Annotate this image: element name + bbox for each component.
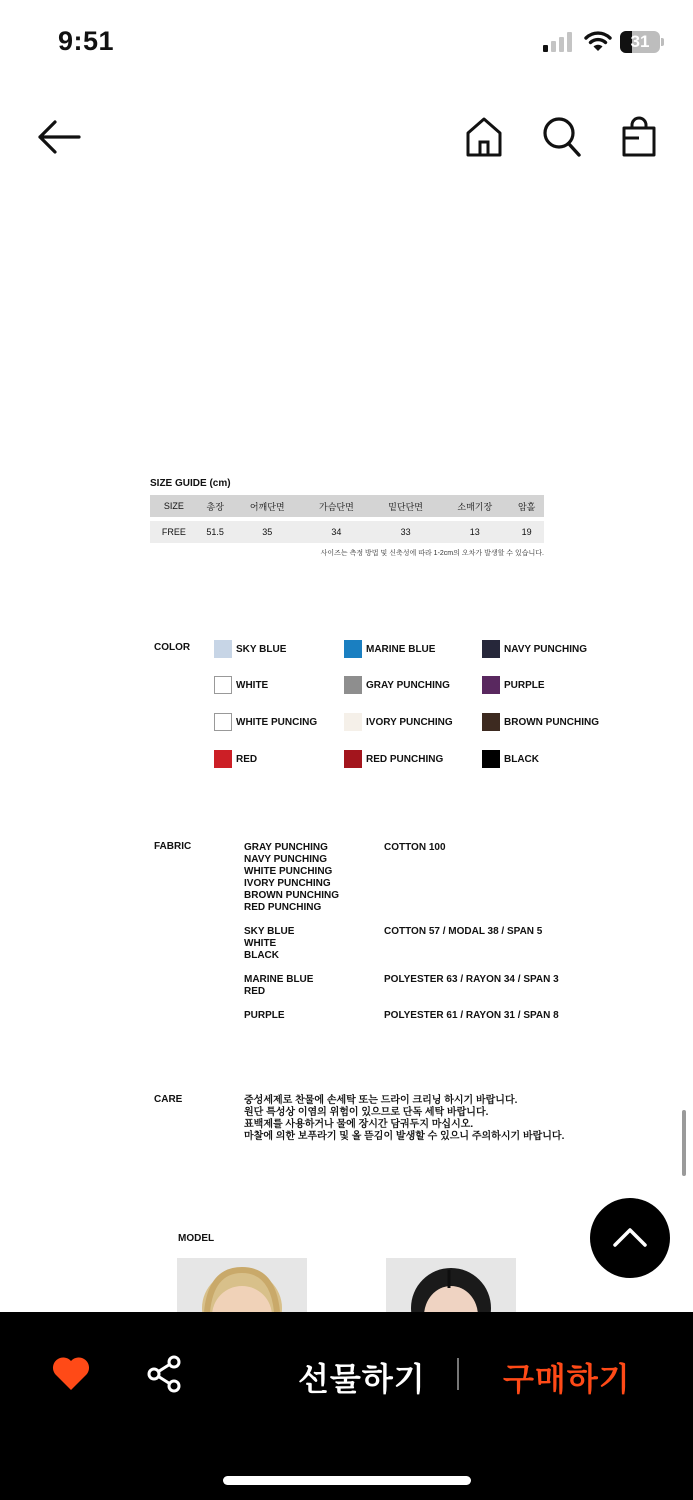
wishlist-button[interactable] [51,1354,91,1392]
chevron-up-icon [590,1198,670,1278]
fabric-group-colors [244,1010,285,1022]
fabric-color-name: MARINE BLUE [244,974,314,985]
fabric-group-colors [244,974,313,998]
color-name: SKY BLUE [236,643,287,655]
care-instructions [244,1095,564,1143]
size-table-header: SIZE [150,495,198,517]
size-guide-title: SIZE GUIDE (cm) [150,478,231,489]
color-name: IVORY PUNCHING [366,716,453,728]
search-icon [542,116,582,158]
scroll-to-top-button[interactable] [590,1198,670,1278]
color-swatch [344,713,362,731]
color-name: NAVY PUNCHING [504,643,587,655]
color-option [214,676,268,694]
status-time: 9:51 [58,26,115,56]
color-section-label: COLOR [154,642,191,653]
color-option [482,676,545,694]
divider [457,1358,459,1390]
size-table-cell: FREE [150,521,198,543]
scrollbar-thumb[interactable] [682,1110,686,1176]
color-name: WHITE [236,679,269,691]
color-name: GRAY PUNCHING [366,679,450,691]
fabric-composition: COTTON 57 / MODAL 38 / SPAN 5 [384,926,543,937]
fabric-section-label: FABRIC [154,841,192,852]
color-option [344,640,435,658]
color-option [214,640,286,658]
size-table-header: 소매기장 [440,495,509,517]
fabric-composition: POLYESTER 61 / RAYON 31 / SPAN 8 [384,1010,559,1021]
care-line: 마찰에 의한 보푸라기 및 올 뜯김이 발생할 수 있으니 주의하시기 바랍니다. [244,1131,565,1142]
color-name: RED PUNCHING [366,753,444,765]
fabric-color-name: RED PUNCHING [244,902,322,913]
shopping-bag-icon [620,116,658,158]
size-table-cell: 35 [233,521,302,543]
color-swatch [482,713,500,731]
share-icon [146,1355,184,1393]
color-name: RED [236,753,258,765]
color-swatch [214,713,232,731]
color-swatch [344,676,362,694]
cellular-signal-icon [543,32,575,52]
fabric-composition: COTTON 100 [384,842,446,853]
fabric-color-name: BROWN PUNCHING [244,890,339,901]
fabric-group-colors [244,926,294,962]
fabric-color-name: GRAY PUNCHING [244,842,328,853]
color-name: PURPLE [504,679,545,691]
search-button[interactable] [542,116,582,158]
size-table-header: 가슴단면 [302,495,371,517]
share-button[interactable] [146,1355,184,1393]
color-swatch [214,676,232,694]
color-name: BROWN PUNCHING [504,716,599,728]
color-option [482,713,599,731]
wifi-icon [584,30,612,52]
care-line: 표백제를 사용하거나 물에 장시간 담궈두지 마십시오. [244,1119,474,1130]
color-option [344,750,443,768]
size-table-header: 어깨단면 [233,495,302,517]
color-option [482,640,587,658]
color-swatch [344,750,362,768]
size-guide-table [150,495,544,543]
size-table-cell: 19 [509,521,544,543]
home-button[interactable] [465,116,503,158]
color-swatch [214,750,232,768]
color-swatch [214,640,232,658]
fabric-color-name: BLACK [244,950,279,961]
buy-button[interactable]: 구매하기 [503,1361,631,1397]
fabric-group-colors [244,842,339,914]
color-option [214,713,317,731]
fabric-color-name: SKY BLUE [244,926,295,937]
color-option [214,750,257,768]
fabric-composition: POLYESTER 63 / RAYON 34 / SPAN 3 [384,974,559,985]
model-section-label: MODEL [178,1233,215,1244]
battery-level: 31 [630,32,650,51]
home-indicator[interactable] [223,1476,471,1485]
size-table-header-row [150,495,544,517]
care-line: 중성세제로 찬물에 손세탁 또는 드라이 크리닝 하시기 바랍니다. [244,1095,518,1106]
model-photo [177,1258,307,1312]
back-arrow-icon [36,118,82,156]
fabric-color-name: WHITE [244,938,277,949]
fabric-color-name: RED [244,986,266,997]
size-table-header: 암홀 [509,495,544,517]
size-table-header: 총장 [198,495,233,517]
home-icon [465,116,503,158]
color-swatch [482,676,500,694]
model-photo [386,1258,516,1312]
size-table-cell: 13 [440,521,509,543]
color-swatch [482,750,500,768]
size-table-row [150,521,544,543]
size-table-header: 밑단단면 [371,495,440,517]
color-name: WHITE PUNCING [236,716,318,728]
bottom-action-bar [0,1312,693,1500]
size-table-cell: 34 [302,521,371,543]
color-name: MARINE BLUE [366,643,436,655]
back-button[interactable] [36,118,82,156]
fabric-color-name: WHITE PUNCHING [244,866,333,877]
shopping-bag-button[interactable] [620,116,658,158]
color-swatch [482,640,500,658]
battery-indicator [620,31,664,53]
size-table-cell: 33 [371,521,440,543]
color-option [344,676,450,694]
fabric-color-name: IVORY PUNCHING [244,878,331,889]
care-section-label: CARE [154,1094,183,1105]
size-guide-note: 사이즈는 측정 방법 및 신축성에 따라 1-2cm의 오차가 발생할 수 있습니다. [320,550,544,557]
color-option [344,713,453,731]
fabric-color-name: PURPLE [244,1010,285,1021]
care-line: 원단 특성상 이염의 위험이 있으므로 단독 세탁 바랍니다. [244,1107,489,1118]
fabric-color-name: NAVY PUNCHING [244,854,327,865]
heart-icon [51,1354,91,1392]
color-name: BLACK [504,753,539,765]
color-swatch [344,640,362,658]
color-option [482,750,539,768]
gift-button[interactable]: 선물하기 [298,1361,426,1397]
size-table-cell: 51.5 [198,521,233,543]
